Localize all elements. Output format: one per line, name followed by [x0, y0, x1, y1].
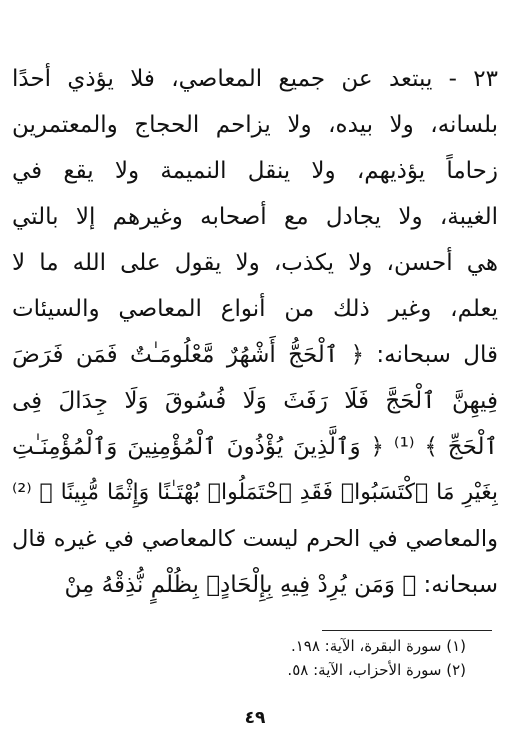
text-line-12: سبحانه: ﴿ وَمَن يُرِدْ فِيهِ بِإِلْحَادٍۭ بِظُلْمٍ نُّذِقْهُ مِنْ — [64, 572, 498, 598]
body-text — [12, 56, 498, 608]
text-line-7: قال سبحانه: ﴿ ٱلْحَجُّ أَشْهُرٌ مَّعْلُومَـٰتٌ فَمَن فَرَضَ — [12, 342, 498, 368]
text-line-3: زحاماً يؤذيهم، ولا ينقل النميمة ولا يقع في — [12, 158, 498, 184]
text-line-11: والمعاصي في الحرم ليست كالمعاصي في غيره قال — [12, 526, 498, 552]
text-line-6: يعلم، وغير ذلك من أنواع المعاصي والسيئات — [12, 296, 498, 322]
text-line-4: الغيبة، ولا يجادل مع أصحابه وغيرهم إلا بالتي — [12, 204, 498, 230]
page-number: ٤٩ — [244, 708, 266, 728]
footnote-2: (٢) سورة الأحزاب، الآية: ٥٨. — [287, 661, 466, 679]
text-line-2: بلسانه، ولا بيده، ولا يزاحم الحجاج والمعتمرين — [12, 112, 498, 138]
text-line-10: بِغَيْرِ مَا ٱكْتَسَبُوا۟ فَقَدِ ٱحْتَمَلُوا۟ بُهْتَـٰنًا وَإِثْمًا مُّبِينًا ﴾ ⁽²⁾ — [12, 480, 498, 505]
footnote-divider — [322, 630, 492, 631]
text-line-1: ٢٣ - يبتعد عن جميع المعاصي، فلا يؤذي أحدًا — [12, 66, 498, 92]
text-line-5: هي أحسن، ولا يكذب، ولا يقول على الله ما لا — [12, 250, 498, 276]
footnote-1: (١) سورة البقرة، الآية: ١٩٨. — [290, 637, 466, 655]
text-line-9: ٱلْحَجِّ ﴾ ⁽¹⁾ ﴿ وَٱلَّذِينَ يُؤْذُونَ ٱلْمُؤْمِنِينَ وَٱلْمُؤْمِنَـٰتِ — [12, 434, 498, 460]
text-line-8: فِيهِنَّ ٱلْحَجَّ فَلَا رَفَثَ وَلَا فُسُوقَ وَلَا جِدَالَ فِى — [12, 388, 498, 414]
footnotes — [46, 634, 466, 682]
